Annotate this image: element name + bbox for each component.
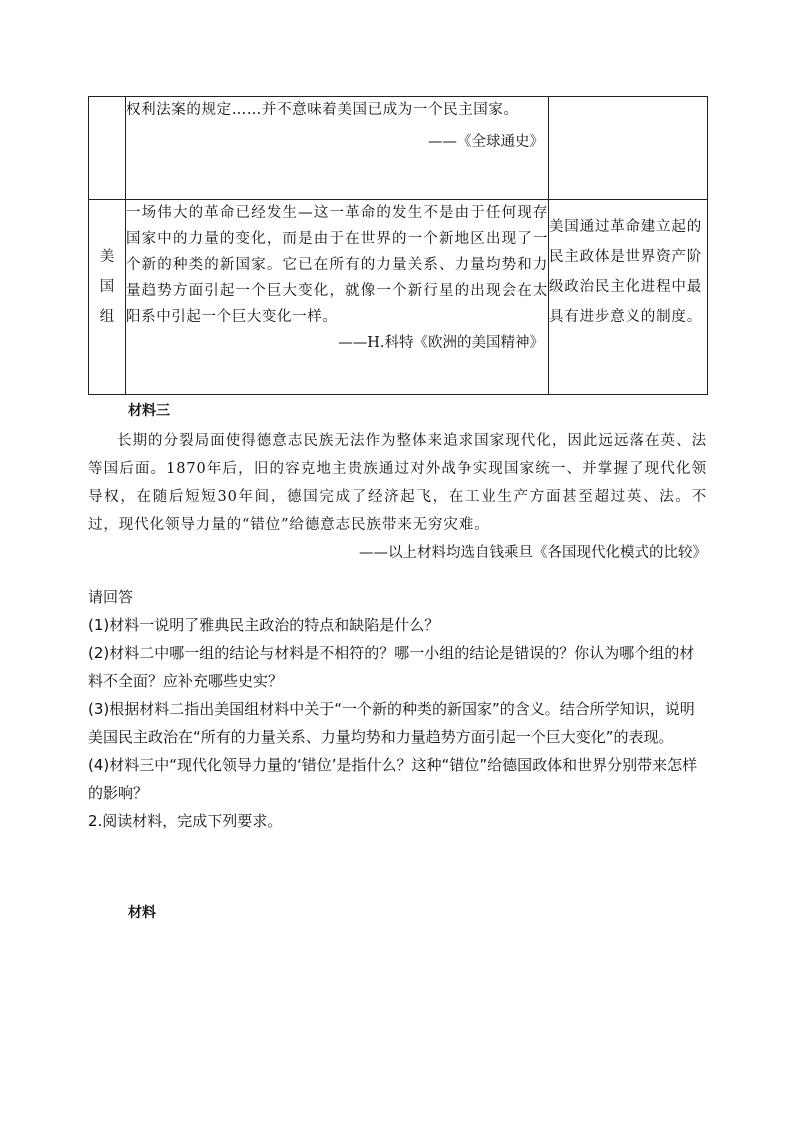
group-label-char: 美 xyxy=(99,249,115,265)
quote-cell xyxy=(126,97,549,200)
material3-title: 材料三 xyxy=(128,403,170,419)
question-4: (4)材料三中“现代化领导力量的‘错位’是指什么？这种“错位”给德国政体和世界分别带来怎样的影响？ xyxy=(88,756,698,802)
quote-text: 权利法案的规定……并不意味着美国已成为一个民主国家。 xyxy=(126,102,519,118)
table-row xyxy=(89,97,708,200)
question-3: (3)根据材料二指出美国组材料中关于“一个新的种类的新国家”的含义。结合所学知识，说明美国民主政治在“所有的力量关系、力量均势和力量趋势方面引起一个巨大变化”的表现。 xyxy=(88,700,695,746)
conclusion-text: 美国通过革命建立起的民主政体是世界资产阶级政治民主化进程中最具有进步意义的制度。 xyxy=(549,219,702,325)
conclusion-cell xyxy=(549,97,708,200)
group-label-char: 国 xyxy=(99,279,115,295)
material3-source: ——以上材料均选自钱乘旦《各国现代化模式的比较》 xyxy=(359,545,707,561)
group-label-char: 组 xyxy=(99,309,115,325)
conclusion-text xyxy=(549,97,707,109)
questions-intro: 请回答 xyxy=(88,588,134,606)
conclusion-cell xyxy=(549,200,708,395)
quote-text: 一场伟大的革命已经发生—这一革命的发生不是由于任何现存国家中的力量的变化，而是由于在世界的一个新地区出现了一个新的种类的新国家。它已在所有的力量关系、力量均势和力量趋势方面引起一个巨大变化，就像一个新行星的出现会在太阳系中引起一个巨大变化一样。 xyxy=(126,205,548,325)
table-row xyxy=(89,200,708,395)
task-2: 2.阅读材料，完成下列要求。 xyxy=(88,812,283,830)
group-label-cell xyxy=(89,200,126,395)
material3-block xyxy=(88,427,707,567)
materials-table xyxy=(88,96,708,395)
quote-source: ——《全球通史》 xyxy=(428,134,544,150)
group-label-cell xyxy=(89,97,126,200)
question-2: (2)材料二中哪一组的结论与材料是不相符的？哪一小组的结论是错误的？你认为哪个组的材料不全面？应补充哪些史实？ xyxy=(88,644,695,690)
quote-source: ——H.科特《欧洲的美国精神》 xyxy=(338,335,544,351)
questions-block xyxy=(88,583,707,835)
quote-cell xyxy=(126,200,549,395)
next-material-title: 材料 xyxy=(128,905,156,921)
group-label-vertical xyxy=(89,200,125,332)
question-1: (1)材料一说明了雅典民主政治的特点和缺陷是什么？ xyxy=(88,616,440,634)
material3-paragraph: 长期的分裂局面使得德意志民族无法作为整体来追求国家现代化，因此远远落在英、法等国后面。1870年后，旧的容克地主贵族通过对外战争实现国家统一、并掌握了现代化领导权，在随后短短30年间，德国完成了经济起飞，在工业生产方面甚至超过英、法。不过，现代化领导力量的“错位”给德意志民族带来无穷灾难。 xyxy=(88,433,707,533)
